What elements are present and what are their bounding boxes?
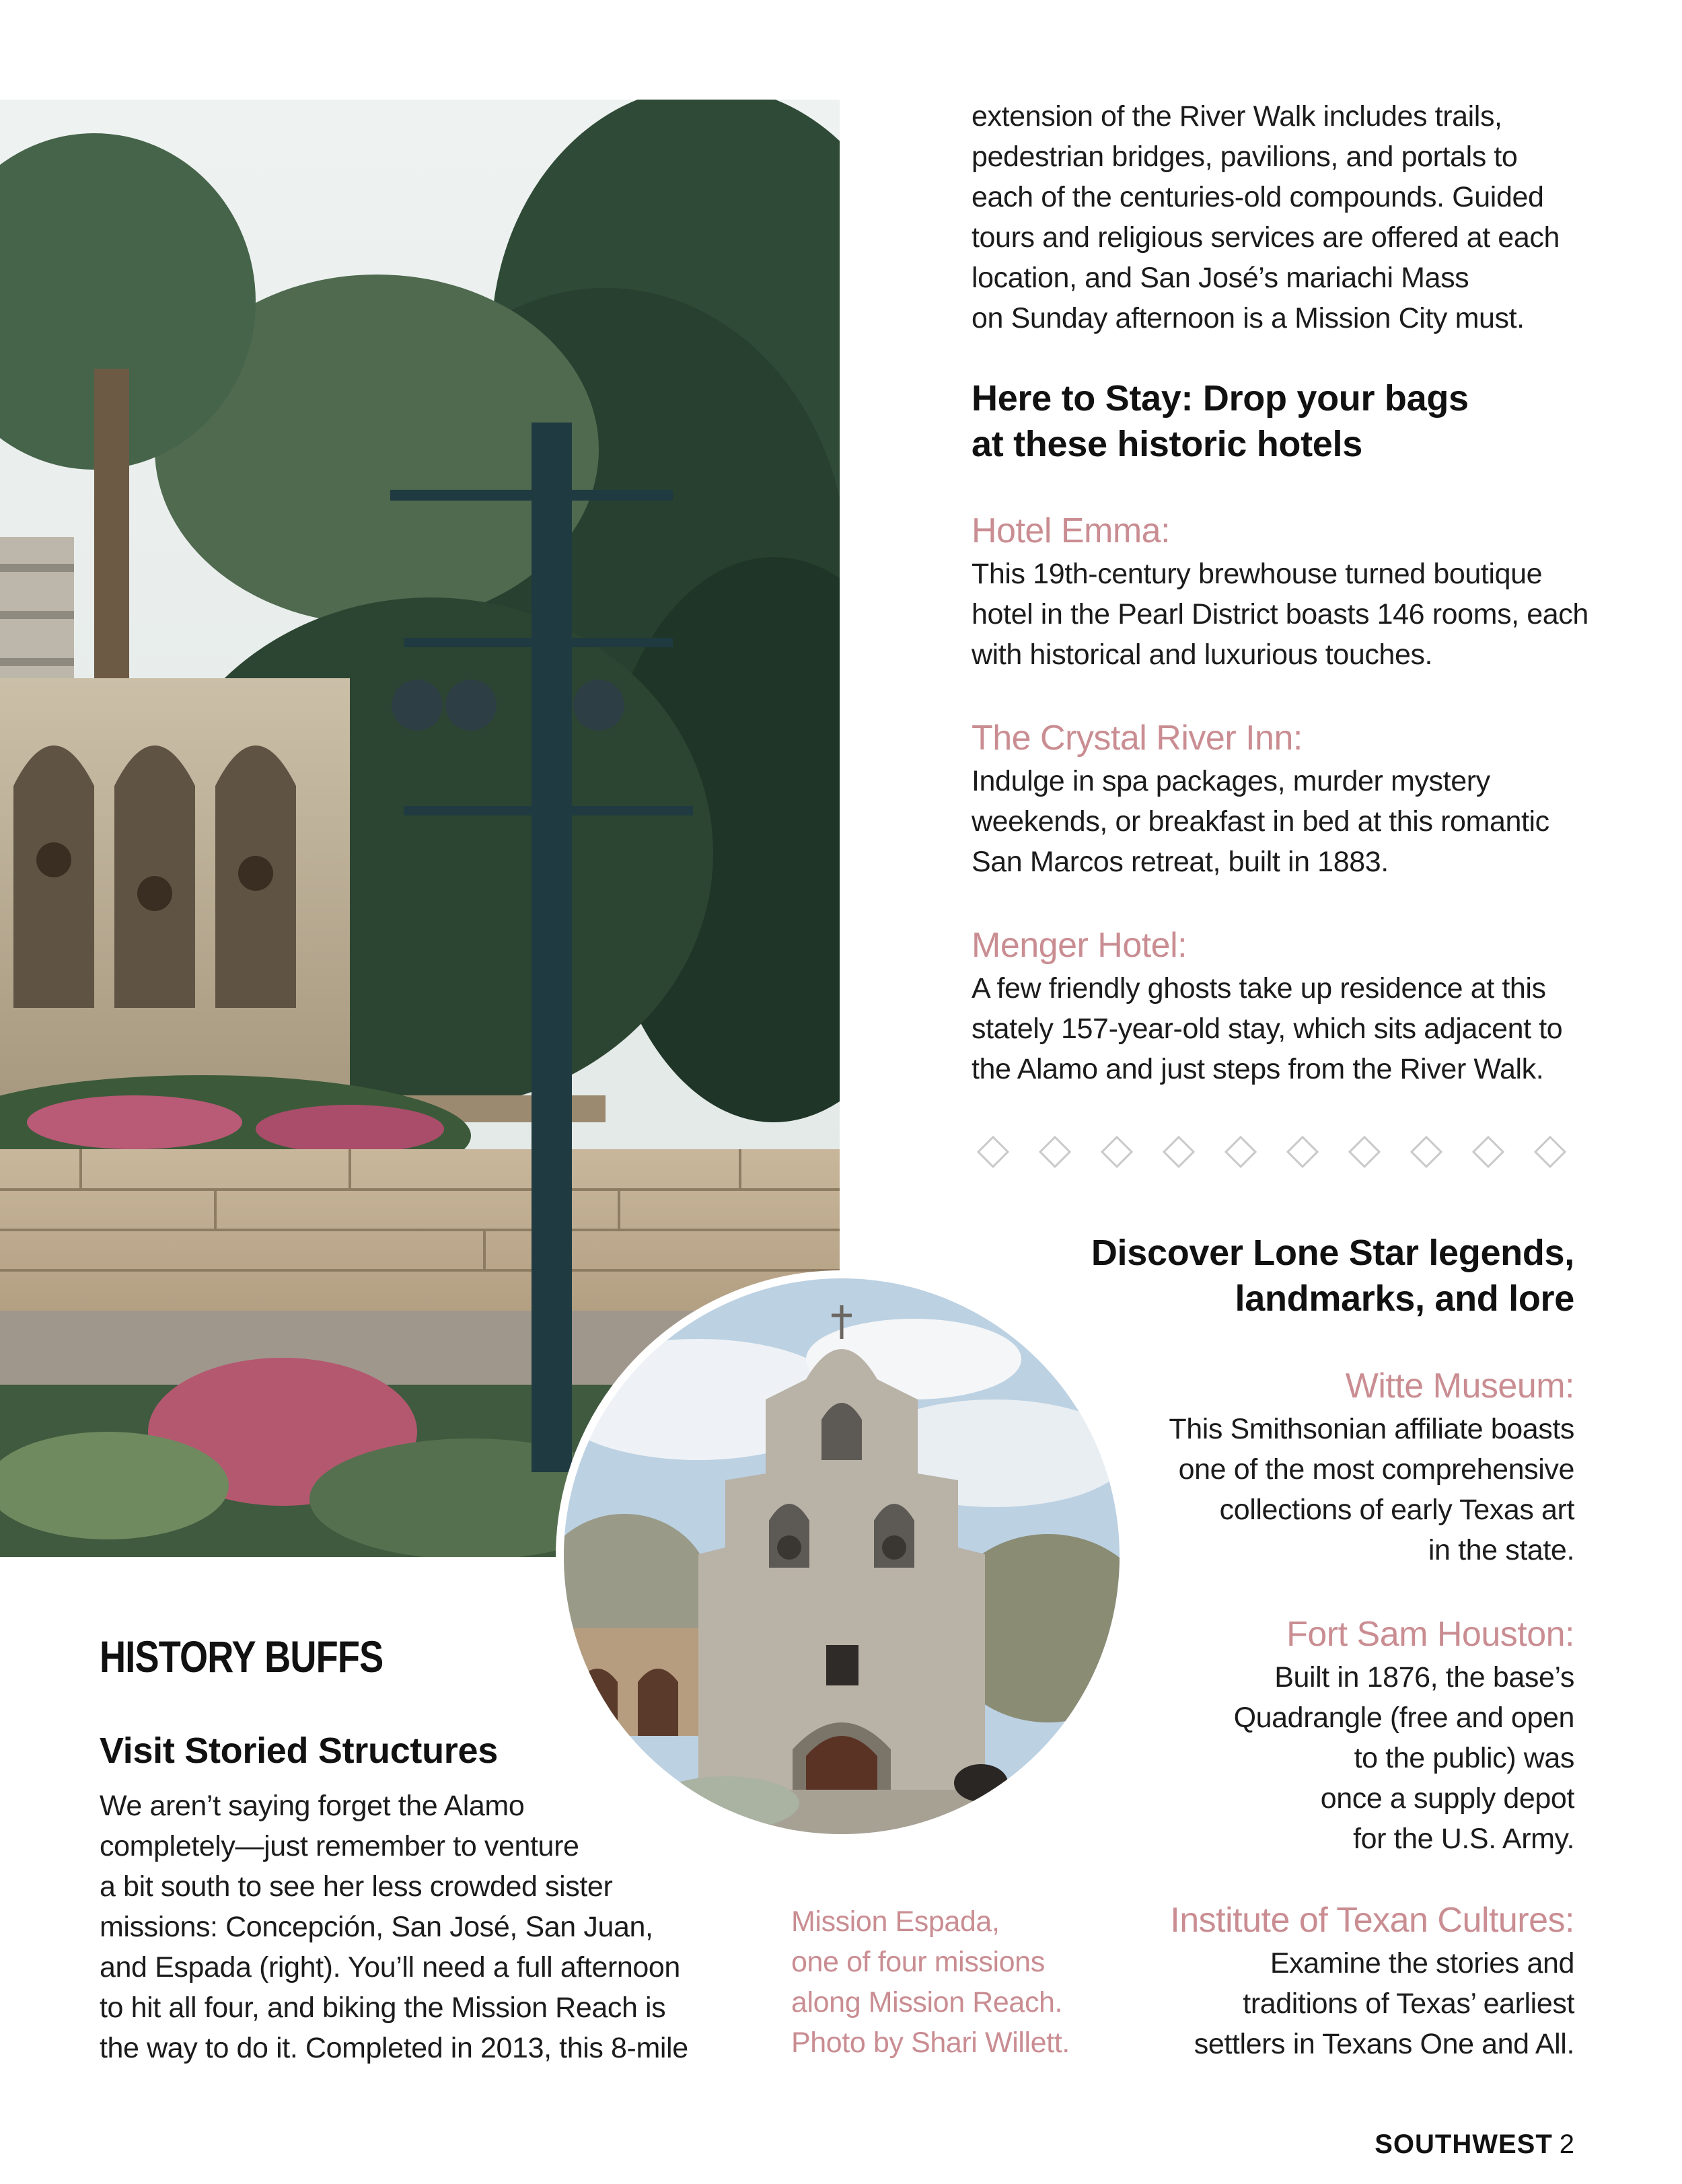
intro-line: pedestrian bridges, pavilions, and portals to	[972, 141, 1518, 173]
caption-line: Mission Espada,	[791, 1905, 1000, 1938]
body-line: completely—just remember to venture	[100, 1830, 579, 1862]
hotel-desc-line: San Marcos retreat, built in 1883.	[972, 846, 1389, 878]
hotel-desc-line: A few friendly ghosts take up residence at this	[972, 972, 1546, 1005]
landmark-desc-fort-sam-houston	[1023, 1657, 1574, 1859]
landmark-name: Witte Museum:	[1345, 1367, 1574, 1406]
lore-heading-line: landmarks, and lore	[1235, 1278, 1574, 1319]
landmark-desc-line: traditions of Texas’ earliest	[1243, 1988, 1574, 2020]
hotel-name: Menger Hotel:	[972, 926, 1187, 965]
landmark-name-witte	[1023, 1365, 1574, 1407]
hotel-desc-line: Indulge in spa packages, murder mystery	[972, 765, 1490, 797]
diamond-divider	[973, 1132, 1578, 1172]
diamond-icon	[1288, 1137, 1317, 1167]
caption-line: along Mission Reach.	[791, 1986, 1063, 2018]
lore-heading-line: Discover Lone Star legends,	[1091, 1233, 1574, 1273]
landmark-name: Fort Sam Houston:	[1286, 1615, 1574, 1654]
body-line: the way to do it. Completed in 2013, this 8-mile	[100, 2032, 688, 2064]
diamond-icon	[1040, 1137, 1070, 1167]
hotel-desc-line: the Alamo and just steps from the River Walk.	[972, 1053, 1544, 1085]
landmark-desc-line: Examine the stories and	[1270, 1947, 1574, 1979]
intro-line: tours and religious services are offered at each	[972, 221, 1560, 254]
landmark-desc-line: in the state.	[1428, 1534, 1574, 1566]
diamond-icon	[1535, 1137, 1565, 1167]
body-line: missions: Concepción, San José, San Juan,	[100, 1911, 653, 1943]
caption-line: one of four missions	[791, 1946, 1045, 1978]
landmark-desc-line: once a supply depot	[1320, 1782, 1574, 1815]
hotel-desc-menger	[972, 968, 1590, 1089]
diamond-icon	[1350, 1137, 1379, 1167]
diamond-icon	[1226, 1137, 1255, 1167]
diamond-icon	[1412, 1137, 1441, 1167]
landmark-desc-line: This Smithsonian affiliate boasts	[1169, 1413, 1574, 1445]
lore-heading	[1023, 1230, 1574, 1321]
landmark-desc-line: Quadrangle (free and open	[1233, 1702, 1574, 1734]
intro-line: location, and San José’s mariachi Mass	[972, 262, 1469, 294]
landmark-name: Institute of Texan Cultures:	[1170, 1901, 1574, 1940]
hotel-desc-line: stately 157-year-old stay, which sits adjacent to	[972, 1013, 1563, 1045]
intro-line: on Sunday afternoon is a Mission City must.	[972, 302, 1525, 334]
landmark-desc-line: Built in 1876, the base’s	[1274, 1661, 1574, 1694]
hotel-desc-crystal-river	[972, 761, 1590, 882]
hotels-heading-line: Here to Stay: Drop your bags	[972, 378, 1469, 418]
hotel-desc-emma	[972, 554, 1590, 675]
diamond-icon	[1102, 1137, 1132, 1167]
landmark-desc-institute	[1023, 1943, 1574, 2064]
body-line: and Espada (right). You’ll need a full afternoon	[100, 1951, 680, 1983]
body-line: to hit all four, and biking the Mission Reach is	[100, 1992, 666, 2024]
hotel-name: Hotel Emma:	[972, 511, 1171, 550]
landmark-desc-line: collections of early Texas art	[1219, 1494, 1574, 1526]
landmark-desc-line: to the public) was	[1354, 1742, 1574, 1774]
diamond-icon	[1473, 1137, 1503, 1167]
page-footer	[1375, 2127, 1574, 2161]
hotel-desc-line: This 19th-century brewhouse turned boutique	[972, 558, 1543, 590]
sub-heading: Visit Storied Structures	[100, 1731, 498, 1771]
landmark-desc-line: settlers in Texans One and All.	[1194, 2028, 1574, 2060]
hotels-heading-line: at these historic hotels	[972, 424, 1362, 464]
hotel-name-menger	[972, 924, 1590, 966]
hotel-name-emma	[972, 510, 1590, 552]
photo-caption	[791, 1901, 1087, 2063]
section-title: HISTORY BUFFS	[100, 1632, 383, 1681]
hotel-desc-line: hotel in the Pearl District boasts 146 rooms, each	[972, 598, 1588, 630]
hotel-name: The Crystal River Inn:	[972, 719, 1303, 758]
hotel-name-crystal-river	[972, 717, 1590, 759]
landmark-name-fort-sam-houston	[1023, 1613, 1574, 1655]
hotels-heading	[972, 375, 1590, 467]
hotel-desc-line: with historical and luxurious touches.	[972, 639, 1433, 671]
landmark-name-institute	[1023, 1899, 1574, 1941]
landmark-desc-line: for the U.S. Army.	[1353, 1823, 1574, 1855]
history-buffs-body	[100, 1786, 705, 2068]
landmark-desc-line: one of the most comprehensive	[1178, 1453, 1574, 1486]
body-line: We aren’t saying forget the Alamo	[100, 1790, 525, 1822]
intro-line: extension of the River Walk includes trails,	[972, 100, 1502, 133]
landmark-desc-witte	[1023, 1409, 1574, 1570]
hotel-desc-line: weekends, or breakfast in bed at this romantic	[972, 805, 1549, 838]
page-number: 2	[1559, 2130, 1574, 2159]
diamond-icon	[978, 1137, 1008, 1167]
intro-line: each of the centuries-old compounds. Guided	[972, 181, 1544, 213]
body-line: a bit south to see her less crowded sister	[100, 1870, 613, 1903]
intro-continued-text	[972, 96, 1590, 338]
magazine-name: SOUTHWEST	[1375, 2130, 1553, 2159]
caption-line: Photo by Shari Willett.	[791, 2027, 1070, 2059]
diamond-icon	[1164, 1137, 1194, 1167]
